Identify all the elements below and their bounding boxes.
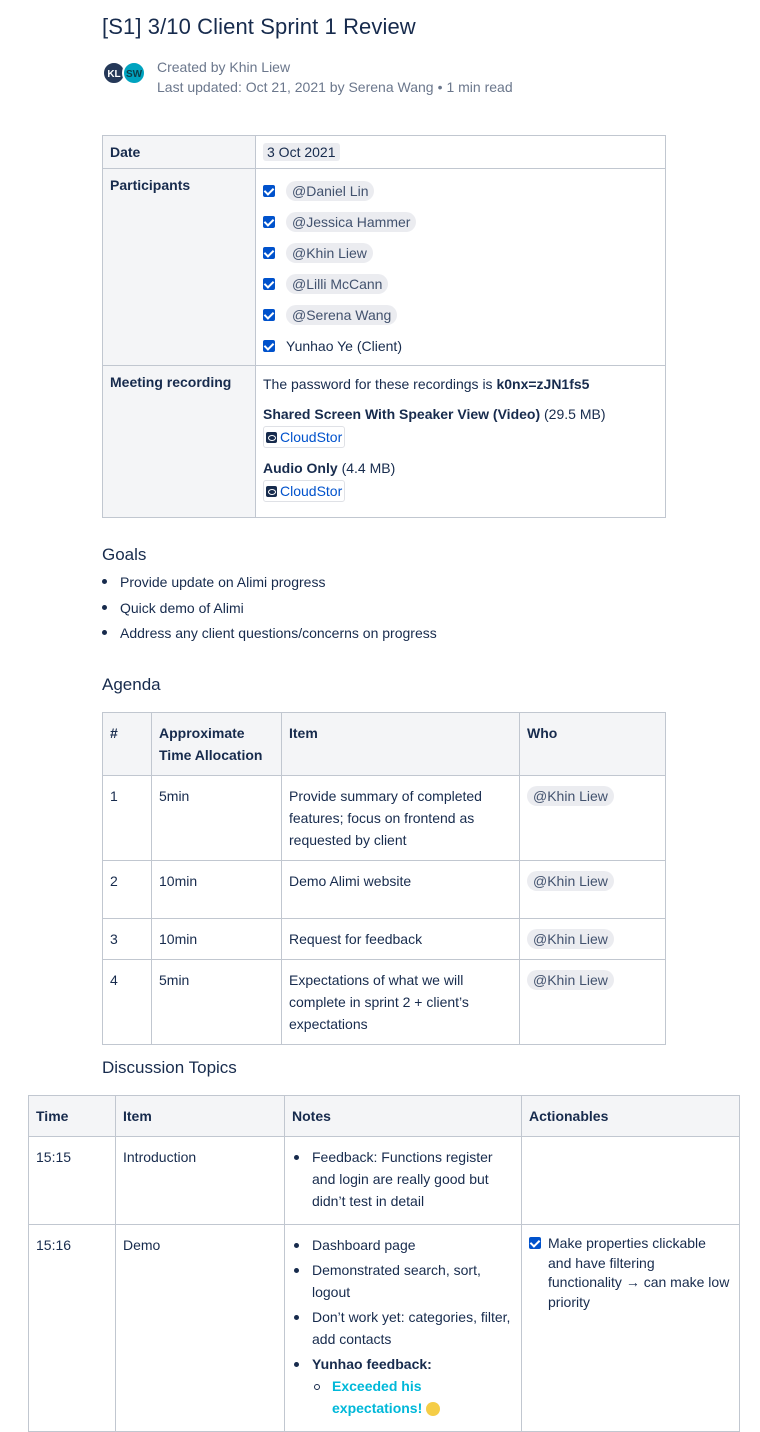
participant-item — [263, 330, 658, 361]
discussion-table — [28, 1095, 740, 1432]
table-row — [103, 861, 666, 919]
agenda-who — [520, 919, 666, 960]
mention-daniel-lin[interactable]: @Daniel Lin — [286, 181, 374, 201]
table-row — [29, 1137, 740, 1225]
agenda-item: Request for feedback — [282, 919, 520, 960]
video-title: Shared Screen With Speaker View (Video) — [263, 406, 541, 422]
discussion-item: Introduction — [116, 1137, 285, 1225]
discussion-item: Demo — [116, 1225, 285, 1432]
date-cell — [256, 136, 666, 169]
avatar-khin-liew[interactable]: KL — [102, 61, 126, 85]
feedback-item — [312, 1375, 514, 1419]
agenda-time: 5min — [152, 776, 282, 861]
agenda-time: 5min — [152, 960, 282, 1045]
agenda-item: Provide summary of completed features; focus on frontend as requested by client — [282, 776, 520, 861]
agenda-time: 10min — [152, 861, 282, 919]
col-number: # — [103, 713, 152, 776]
audio-title: Audio Only — [263, 460, 338, 476]
participant-client: Yunhao Ye (Client) — [286, 337, 402, 354]
participants-row — [103, 169, 666, 366]
table-row — [29, 1225, 740, 1432]
table-row — [103, 776, 666, 861]
date-row — [103, 136, 666, 169]
last-updated-text[interactable]: Last updated: Oct 21, 2021 by Serena Wang — [157, 79, 434, 95]
participants-label: Participants — [103, 169, 256, 366]
participant-item — [263, 299, 658, 330]
goals-heading: Goals — [102, 545, 147, 564]
video-cloudstor-link[interactable] — [263, 426, 345, 448]
agenda-num: 2 — [103, 861, 152, 919]
agenda-who — [520, 861, 666, 919]
password-value: k0nx=zJN1fs5 — [496, 376, 590, 392]
actionable-text: Make properties clickable and have filtering functionality → can make low priority — [548, 1235, 730, 1310]
agenda-header-row — [103, 713, 666, 776]
participant-item — [263, 237, 658, 268]
discussion-time: 15:16 — [29, 1225, 116, 1432]
last-updated — [157, 79, 513, 95]
agenda-who — [520, 776, 666, 861]
avatar-serena-wang[interactable]: SW — [122, 61, 146, 85]
checkbox-checked-icon[interactable] — [263, 216, 275, 228]
agenda-time: 10min — [152, 919, 282, 960]
mention-khin-liew[interactable]: @Khin Liew — [527, 929, 614, 949]
date-label: Date — [103, 136, 256, 169]
cloudstor-icon — [266, 432, 277, 443]
actionable-task — [529, 1234, 732, 1312]
discussion-heading: Discussion Topics — [102, 1058, 237, 1077]
goal-item: Address any client questions/concerns on progress — [102, 623, 437, 649]
checkbox-checked-icon[interactable] — [529, 1237, 541, 1249]
mention-lilli-mccann[interactable]: @Lilli McCann — [286, 274, 388, 294]
agenda-num: 3 — [103, 919, 152, 960]
notes-list — [292, 1234, 514, 1419]
smile-emoji-icon — [426, 1402, 440, 1416]
password-line — [263, 374, 658, 394]
mention-khin-liew[interactable]: @Khin Liew — [527, 871, 614, 891]
recording-row — [103, 366, 666, 518]
agenda-num: 1 — [103, 776, 152, 861]
feedback-sublist — [312, 1375, 514, 1419]
discussion-actionables — [522, 1225, 740, 1432]
discussion-notes — [285, 1137, 522, 1225]
note-item: Feedback: Functions register and login are really good but didn’t test in detail — [292, 1146, 514, 1212]
recording-label: Meeting recording — [103, 366, 256, 518]
note-item: Demonstrated search, sort, logout — [292, 1259, 514, 1303]
participant-item — [263, 175, 658, 206]
agenda-item: Demo Alimi website — [282, 861, 520, 919]
link-label[interactable]: CloudStor — [280, 429, 343, 445]
note-item — [292, 1353, 514, 1419]
meeting-info-table — [102, 135, 666, 518]
agenda-heading: Agenda — [102, 675, 161, 694]
agenda-num: 4 — [103, 960, 152, 1045]
date-lozenge[interactable]: 3 Oct 2021 — [263, 143, 340, 161]
link-label[interactable]: CloudStor — [280, 483, 343, 499]
audio-recording — [263, 458, 658, 502]
table-row — [103, 960, 666, 1045]
col-time: Time — [29, 1096, 116, 1137]
goal-item: Provide update on Alimi progress — [102, 572, 437, 598]
col-who: Who — [520, 713, 666, 776]
table-row — [103, 919, 666, 960]
col-actionables: Actionables — [522, 1096, 740, 1137]
col-time: Approximate Time Allocation — [152, 713, 282, 776]
agenda-table — [102, 712, 666, 1045]
discussion-time: 15:15 — [29, 1137, 116, 1225]
participant-item — [263, 206, 658, 237]
notes-list — [292, 1146, 514, 1212]
mention-khin-liew[interactable]: @Khin Liew — [286, 243, 373, 263]
audio-cloudstor-link[interactable] — [263, 480, 345, 502]
checkbox-checked-icon[interactable] — [263, 340, 275, 352]
participant-item — [263, 268, 658, 299]
note-item: Dashboard page — [292, 1234, 514, 1256]
discussion-header-row — [29, 1096, 740, 1137]
password-text: The password for these recordings is — [263, 376, 497, 392]
recording-cell — [256, 366, 666, 518]
audio-size: (4.4 MB) — [341, 460, 396, 476]
video-size: (29.5 MB) — [544, 406, 606, 422]
cloudstor-icon — [266, 486, 277, 497]
agenda-item: Expectations of what we will complete in sprint 2 + client’s expectations — [282, 960, 520, 1045]
byline — [102, 58, 662, 98]
checkbox-checked-icon[interactable] — [263, 185, 275, 197]
feedback-label: Yunhao feedback: — [312, 1356, 432, 1372]
goal-item: Quick demo of Alimi — [102, 598, 437, 624]
created-by: Created by Khin Liew — [157, 59, 291, 75]
checkbox-checked-icon[interactable] — [263, 309, 275, 321]
discussion-actionables — [522, 1137, 740, 1225]
col-item: Item — [116, 1096, 285, 1137]
checkbox-checked-icon[interactable] — [263, 247, 275, 259]
note-item: Don’t work yet: categories, filter, add contacts — [292, 1306, 514, 1350]
page-title: [S1] 3/10 Client Sprint 1 Review — [102, 14, 416, 39]
participants-cell — [256, 169, 666, 366]
col-notes: Notes — [285, 1096, 522, 1137]
agenda-who — [520, 960, 666, 1045]
col-item: Item — [282, 713, 520, 776]
read-time: 1 min read — [446, 79, 513, 95]
mention-khin-liew[interactable]: @Khin Liew — [527, 970, 614, 990]
mention-jessica-hammer[interactable]: @Jessica Hammer — [286, 212, 416, 232]
video-recording — [263, 404, 658, 448]
discussion-notes — [285, 1225, 522, 1432]
byline-separator: • — [437, 79, 443, 95]
feedback-highlight: Exceeded his expectations! — [332, 1378, 423, 1416]
goals-list — [102, 572, 437, 649]
mention-khin-liew[interactable]: @Khin Liew — [527, 786, 614, 806]
checkbox-checked-icon[interactable] — [263, 278, 275, 290]
mention-serena-wang[interactable]: @Serena Wang — [286, 305, 397, 325]
